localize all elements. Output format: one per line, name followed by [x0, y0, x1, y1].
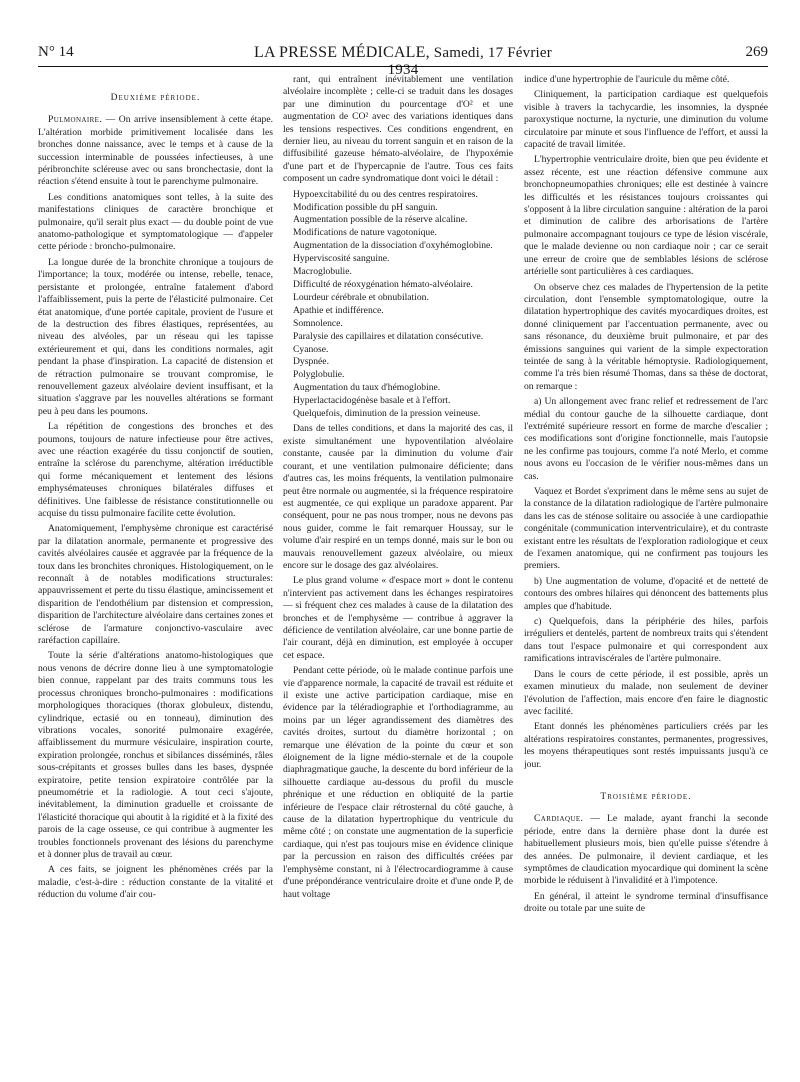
list-item: Hyperviscosité sanguine.: [293, 253, 390, 265]
paragraph: Les conditions anatomiques sont telles, à la suite des manifestations cliniques de caractère bronchique et pulmonaire, qu'il serait plus exact — du double point de vue anatomo-pathologique et symptomatologique — d'appeler cette période : broncho-pulmonaire.: [38, 191, 273, 253]
paragraph: c) Quelquefois, dans la périphérie des hiles, parfois irréguliers et dentelés, partent de nombreux traits qui s'étendent dans tout l'espace pulmonaire et qui correspondent aux ramifications intraviscérales de l'artère pulmonaire.: [524, 616, 768, 665]
paragraph: Anatomiquement, l'emphysème chronique est caractérisé par la dilatation anormale, permanente et progressive des cavités alvéolaires causée et aggravée par la fréquence de la toux dans les bronchites chroniques. Histologiquement, on le reconnaît à de notables modifications structurales: appauvrissement et perte du tissu élastique, amincissement et disparition de l'endothélium par distension et compression, disparition de l'architecture alvéolaire dans certaines zones et sclérose de l'armature conjonctivo-vasculaire avec raréfaction capillaire.: [38, 523, 273, 647]
paragraph-text: — Le malade, ayant franchi la seconde période, entre dans la dernière phase dont la durée est habituellement plusieurs mois, bien qu'elle puisse s'étendre à des années. De pulmonaire, il devient cardiaque, et les symptômes de claudication myocardique qui dominent la scène morbide le réduisent à l'invalidité et à l'impotence.: [524, 813, 768, 887]
issue-date: Samedi, 17 Février 1934: [387, 45, 552, 78]
list-item: Lourdeur cérébrale et obnubilation.: [293, 291, 429, 303]
paragraph: rant, qui entraînent inévitablement une ventilation alvéolaire incomplète ; celle-ci se traduit dans les dosages par une diminution du pourcentage d'O² et une augmentation de CO² avec des variations identiques dans les tensions respectives. Ces conditions engendrent, en dernier lieu, au niveau du torrent sanguin et en raison de la diffusibilité gazeuse hémato-alvéolaire, de l'hypoxémie d'une part et de l'hypercapnie de l'autre. Tous ces faits composent un cadre syndromatique dont voici le détail :: [283, 74, 513, 185]
list-item: Augmentation possible de la réserve alcaline.: [293, 214, 468, 226]
paragraph: La longue durée de la bronchite chronique a toujours de l'importance; la toux, modérée ou intense, rebelle, tenace, persistante et prolongée, entraîne fatalement d'abord l'affaiblissement, puis la perte de l'élasticité pulmonaire. Cet état anatomique, d'une portée capitale, provient de l'usure et de la destruction des fibres élastiques, représentées, au niveau des alvéoles, par un réseau qui les tapisse extérieurement et qui, dans les conditions normales, agit pendant la phase d'inspiration. La capacité de distension et de rétraction pulmonaire se trouvant compromise, le renouvellement gazeux alvéolaire devient insuffisant, et la situation s'aggrave par les nouvelles altérations se formant peu à peu dans les poumons.: [38, 256, 273, 417]
paragraph: L'hypertrophie ventriculaire droite, bien que peu évidente et assez récente, est une réaction défensive commune aux bronchopneumopathies chroniques; elle est destinée à vaincre les difficultés et les résistances toujours croissantes qui s'opposent à la libre circulation sanguine : altération de la paroi et diminution de calibre des arborisations de l'artère pulmonaire accompagnant toujours ce type de lésion viscérale, que le malade devienne ou non cardiaque noir ; car ce serait une erreur de croire que de semblables lésions de sclérose artérielle sont particulières à ces cardiaques.: [524, 154, 768, 278]
header-rule: [38, 66, 768, 67]
list-item: Macroglobulie.: [293, 266, 352, 278]
list-item: Polyglobulie.: [293, 369, 345, 381]
paragraph: Vaquez et Bordet s'expriment dans le même sens au sujet de la constance de la dilatation radiologique de l'artère pulmonaire dans les cas de sténose solitaire ou associée à une cardiopathie congénitale (communication interventriculaire), et du contraste existant entre les résultats de l'exploration radiologique et ceux de l'examen anatomique, qui ne confirment pas toujours les premiers.: [524, 486, 768, 572]
list-item: Quelquefois, diminution de la pression veineuse.: [293, 408, 481, 420]
paragraph: a) Un allongement avec franc relief et redressement de l'arc médial du contour gauche de la silhouette cardiaque, dont l'extrémité supérieure ressort en forme de marche d'escalier ; ces modifications sont d'origine fonctionnelle, mais l'autopsie ne les confirme pas toujours, comme l'a noté Merlo, et comme nous avons eu l'occasion de le vérifier nous-mêmes dans un cas.: [524, 396, 768, 482]
paragraph: [38, 114, 273, 188]
paragraph: indice d'une hypertrophie de l'auricule du même côté.: [524, 74, 730, 85]
paragraph: Etant donnés les phénomènes particuliers créés par les altérations respiratoires constantes, permanentes, progressives, les moyens thérapeutiques sont restés impuissants jusqu'à ce jour.: [524, 721, 768, 770]
paragraph-lead: Cardiaque.: [534, 813, 584, 825]
column-2: [283, 74, 513, 1072]
list-item: Paralysie des capillaires et dilatation consécutive.: [293, 330, 484, 342]
list-item: Hypoexcitabilité du ou des centres respiratoires.: [293, 188, 478, 200]
list-item: Modification possible du pH sanguin.: [293, 201, 438, 213]
paragraph: En général, il atteint le syndrome terminal d'insuffisance droite ou totale par une suite de: [524, 890, 768, 915]
list-item: Somnolence.: [293, 317, 343, 329]
paragraph: Dans le cours de cette période, il est possible, après un examen minutieux du malade, non seulement de deviner l'évolution de l'affection, mais encore d'en faire le diagnostic avec facilité.: [524, 668, 768, 717]
paragraph: Dans de telles conditions, et dans la majorité des cas, il existe simultanément une hypoventilation alvéolaire constante, causée par la diminution du volume d'air courant, et une ventilation pulmonaire déficiente; dans d'autres cas, les moins fréquents, la ventilation pulmonaire peut être normale ou augmentée, si la fréquence respiratoire est augmentée, ce qui explique un paradoxe apparent. Par conséquent, pour ne pas nous tromper, nous ne devons pas nous guider, comme le fait remarquer Houssay, sur le volume d'air respiré en un temps donné, mais sur le bon ou mauvais renouvellement gazeux alvéolaire, ou mieux encore sur le dosage des gaz alvéolaires.: [283, 423, 513, 571]
paragraph-lead: Pulmonaire.: [48, 114, 103, 126]
paragraph: Pendant cette période, où le malade continue parfois une vie d'apparence normale, la capacité de travail est réduite et il existe une active participation cardiaque, mise en évidence par la téléradiographie et l'orthodiagramme, au moins par un léger agrandissement des diamètres des cavités droites, surtout du diamètre horizontal ; on remarque une élévation de la pointe du cœur et son éloignement de la ligne médio-sternale et de la coupole diaphragmatique gauche, la descente du bord inférieur de la silhouette cardiaque au-dessous du profil du muscle phrénique et une réduction en obliquité de la partie inférieure de l'espace clair rétrosternal du côté gauche, à cause de la dilatation hypertrophique du ventricule du même côté ; on constate une augmentation de la superficie cardiaque, qui n'est pas toujours mise en évidence clinique par la percussion en raison des difficultés créées par l'emphysème constant, ni à l'électrocardiogramme à cause d'une prépondérance ventriculaire droite et d'une onde P, de haut voltage: [283, 665, 513, 900]
journal-name: LA PRESSE MÉDICALE,: [254, 44, 430, 61]
paragraph: Le plus grand volume « d'espace mort » dont le contenu n'intervient pas activement dans les échanges respiratoires — si fréquent chez ces malades à cause de la dilatation des bronches et de l'emphysème — contribue à aggraver la déficience de ventilation alvéolaire, car une bonne partie de l'air courant, déjà en diminution, est employée à occuper cet espace.: [283, 575, 513, 661]
paragraph: Cliniquement, la participation cardiaque est quelquefois visible à travers la tachycardie, les insomnies, la dyspnée paroxystique nocturne, la nycturie, une diminution du volume circulatoire par minute et sous l'influence de l'effort, et aussi la capacité de travail limitée.: [524, 89, 768, 151]
paragraph: A ces faits, se joignent les phénomènes créés par la maladie, c'est-à-dire : réduction constante de la vitalité et réduction du volume d'air cou-: [38, 864, 273, 901]
section-title-deuxieme: Deuxième période.: [110, 93, 201, 103]
paragraph: On observe chez ces malades de l'hypertension de la petite circulation, dont l'ensemble symptomatologique, outre la dilatation hypertrophique des cavités myocardiques droites, est donné cliniquement par l'accentuation permanente, avec ou sans résonance, du deuxième bruit pulmonaire, et par des émissions sanguines qui varient de la simple expectoration teintée de sang à la véritable hémoptysie. Radiologiquement, comme l'a très bien résumé Thomas, dans sa thèse de doctorat, on remarque :: [524, 281, 768, 392]
list-item: Augmentation de la dissociation d'oxyhémoglobine.: [293, 240, 493, 252]
list-item: Augmentation du taux d'hémoglobine.: [293, 382, 441, 394]
paragraph-text: — On arrive insensiblement à cette étape. L'altération morbide primitivement localisée dans les bronches donne naissance, avec le temps et à cause de la succession interminable de poussées infectieuses, à une péribronchite scléreuse avec ou sans bronchectasie, dont la réaction s'étend ensuite à tout le parenchyme pulmonaire.: [38, 114, 273, 188]
column-1: [38, 74, 273, 1072]
list-item: Dyspnée.: [293, 356, 329, 368]
column-3: [524, 74, 768, 1072]
paragraph: [524, 813, 768, 887]
issue-number: N° 14: [38, 44, 74, 60]
paragraph: La répétition de congestions des bronches et des poumons, toujours de nature infectieuse pour être actives, avec une réaction exagérée du tissu conjonctif de soutien, entraîne la sclérose du parenchyme, altération irréductible qui forme mécaniquement et lentement des lésions emphysémateuses chroniques bilatérales diffuses et définitives. Une faiblesse de résistance constitutionnelle ou acquise du tissu pulmonaire facilite cette évolution.: [38, 421, 273, 519]
page-header: [38, 44, 768, 78]
symptom-list: [283, 189, 513, 421]
list-item: Hyperlactacidogénèse basale et à l'effort.: [293, 395, 451, 407]
list-item: Difficulté de réoxygénation hémato-alvéolaire.: [293, 279, 473, 290]
list-item: Modifications de nature vagotonique.: [293, 227, 437, 239]
list-item: Apathie et indifférence.: [293, 304, 384, 316]
list-item: Cyanose.: [293, 343, 329, 355]
paragraph: b) Une augmentation de volume, d'opacité et de netteté de contours des ombres hilaires qui dénoncent des battements plus amples que d'habitude.: [524, 575, 768, 612]
paragraph: Toute la série d'altérations anatomo-histologiques que nous venons de décrire donne lieu à une symptomatologie bien connue, rappelant par des traits communs tous les processus chroniques broncho-pulmonaires : modifications morphologiques thoraciques (thorax globuleux, distendu, cylindrique, ectasié ou en tonneau), diminution des vibrations vocales, sonorité pulmonaire exagérée, affaiblissement du murmure vésiculaire, inspiration courte, expiration prolongée, ronchus et sibilances disséminés, râles sous-crépitants et grosses bulles dans les bases, dyspnée expiratoire, petite tension expiratoire contrôlée par la pneumométrie et la radiologie. A tout ceci s'ajoute, inévitablement, la diminution graduelle et croissante de l'élasticité thoracique qui aboutit à la rigidité et à la fixité des parois de la cage osseuse, ce qui contribue à augmenter les troubles fonctionnels provenant des lésions du parenchyme et à donner plus de travail au cœur.: [38, 650, 273, 860]
section-title-troisieme: Troisième période.: [600, 791, 692, 802]
page-number: 269: [745, 44, 768, 60]
